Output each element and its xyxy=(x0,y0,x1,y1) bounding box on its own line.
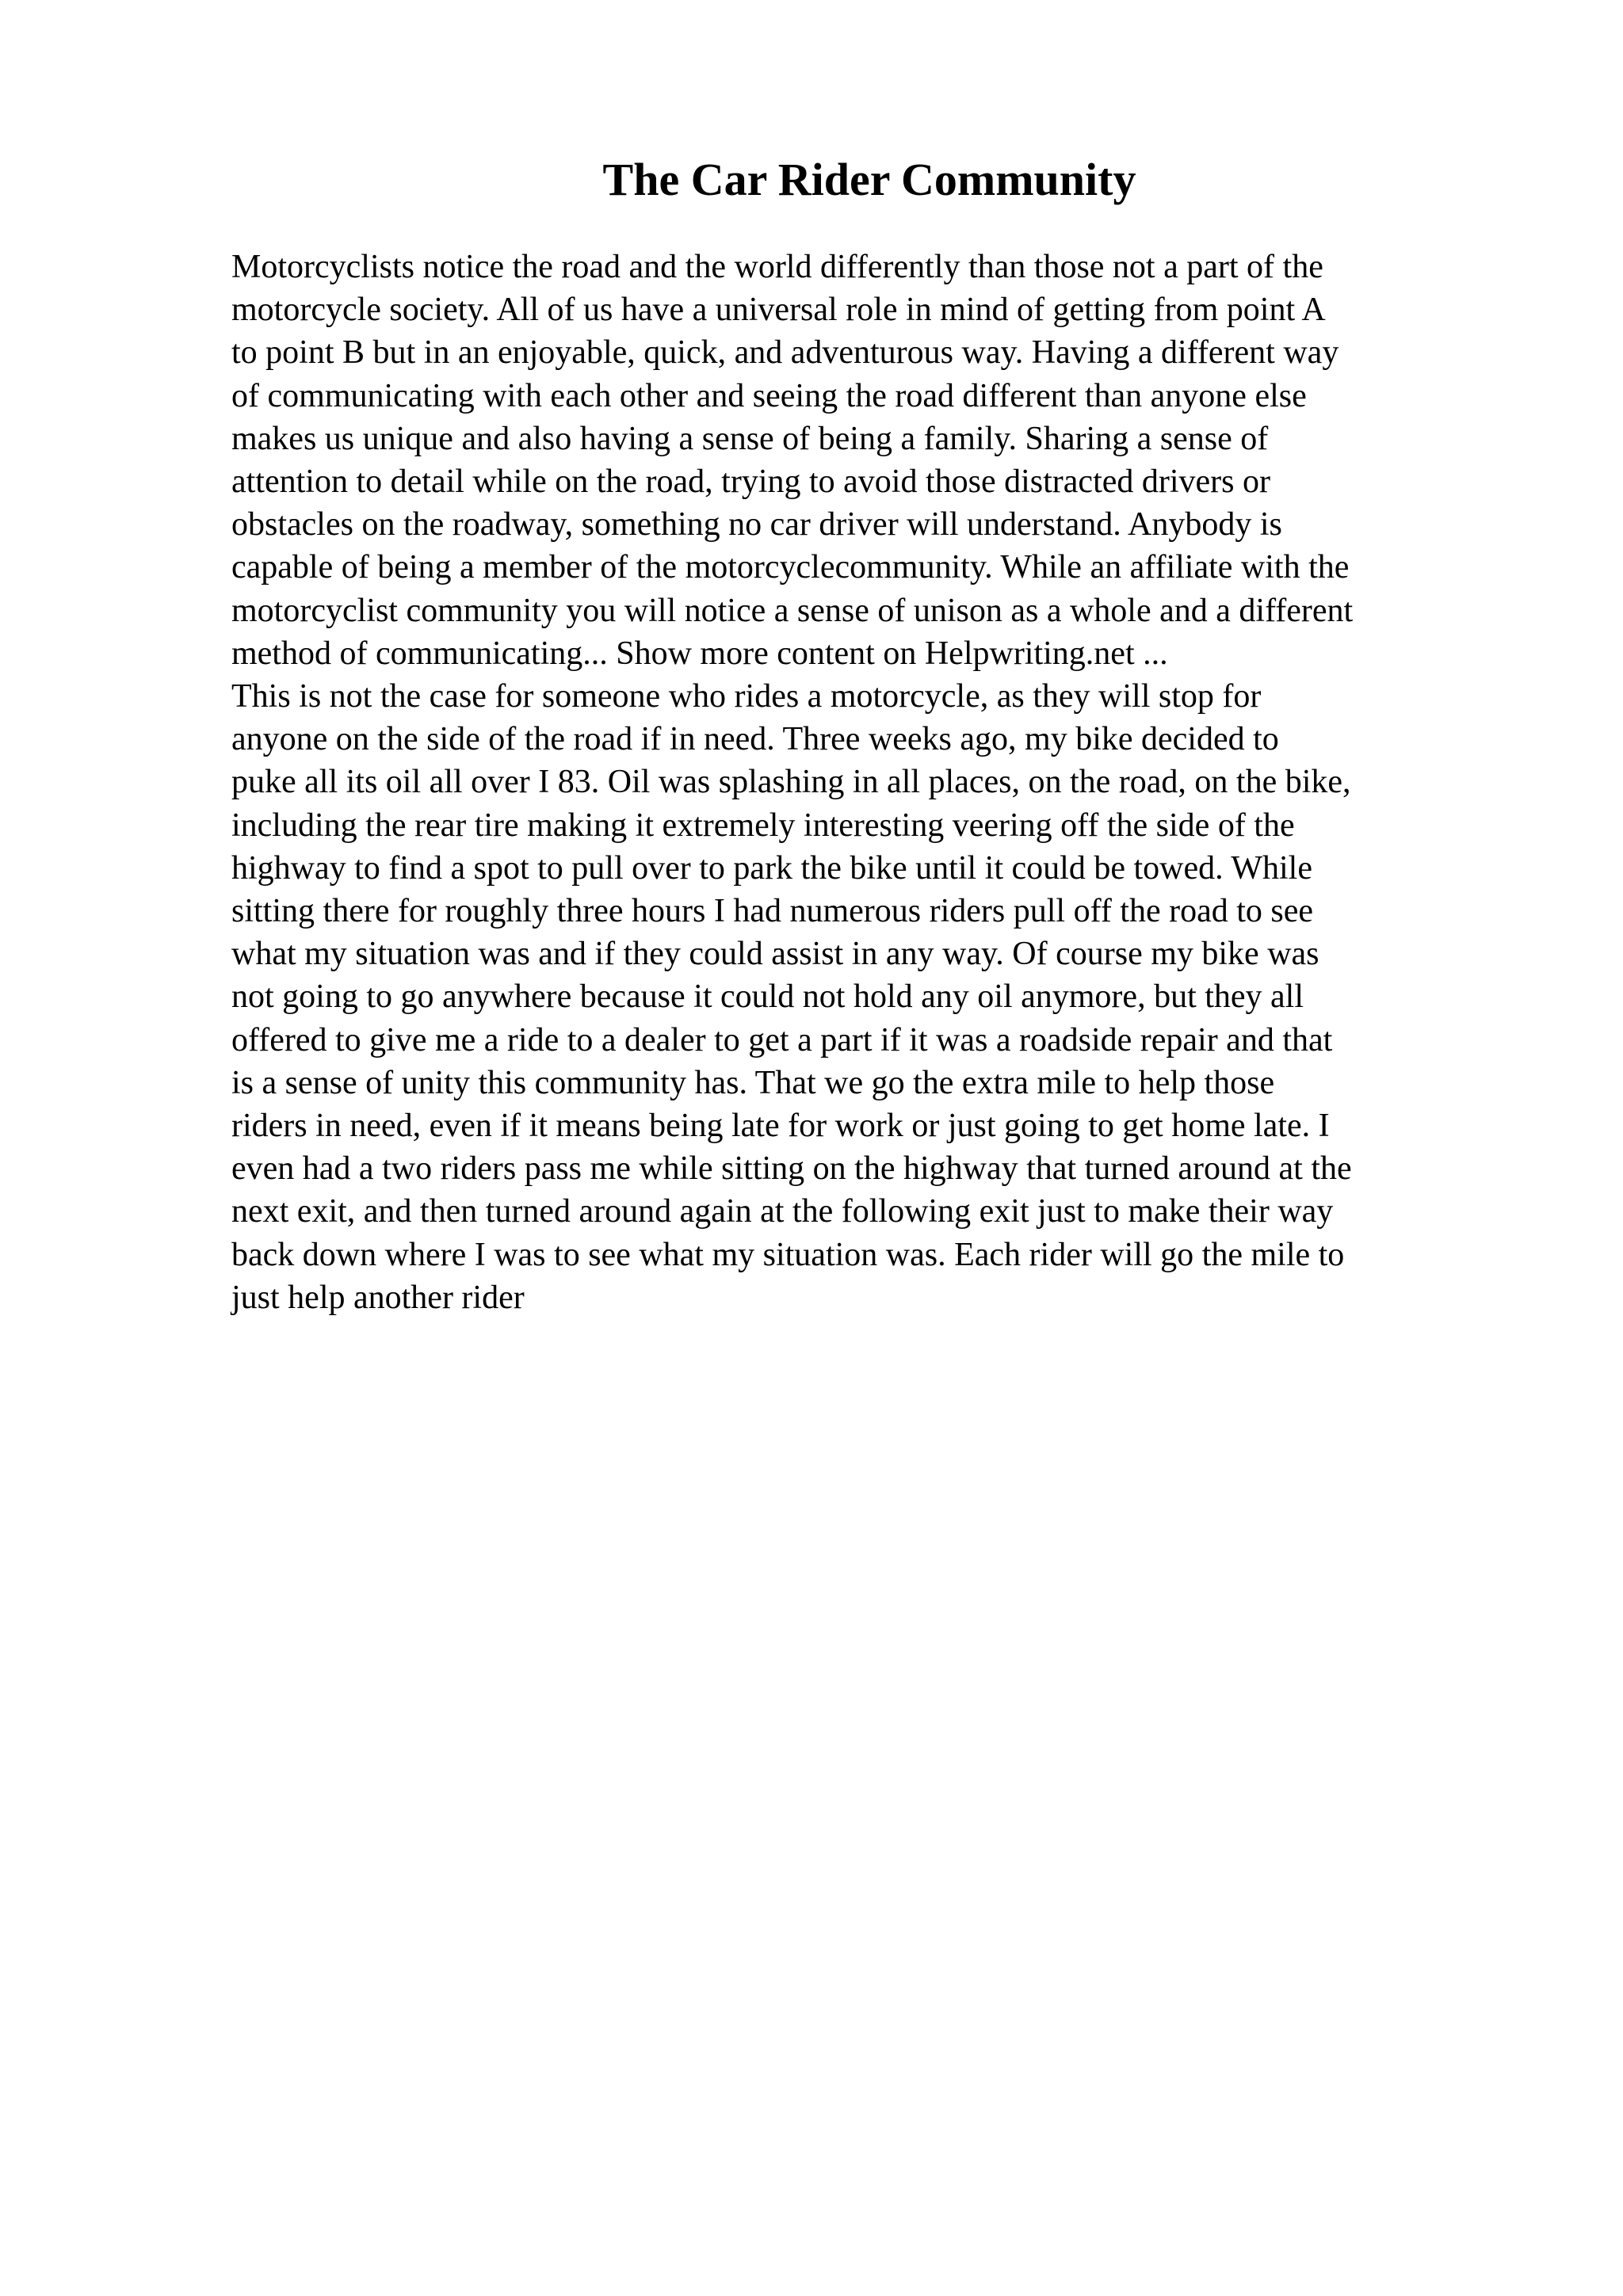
document-title: The Car Rider Community xyxy=(602,154,1136,205)
body-line: This is not the case for someone who rides a motorcycle, as they will stop for xyxy=(231,678,1262,715)
body-line: next exit, and then turned around again at the following exit just to make their way xyxy=(231,1193,1334,1230)
body-line: motorcyclist community you will notice a sense of unison as a whole and a different xyxy=(231,592,1354,629)
body-line: including the rear tire making it extremely interesting veering off the side of the xyxy=(231,807,1295,844)
body-line: even had a two riders pass me while sitting on the highway that turned around at the xyxy=(231,1150,1352,1188)
body-line: back down where I was to see what my situation was. Each rider will go the mile to xyxy=(231,1236,1345,1273)
body-line: just help another rider xyxy=(231,1279,525,1316)
body-line: highway to find a spot to pull over to park the bike until it could be towed. While xyxy=(231,849,1312,887)
body-line: motorcycle society. All of us have a universal role in mind of getting from point A xyxy=(231,292,1326,329)
body-line: sitting there for roughly three hours I had numerous riders pull off the road to see xyxy=(231,893,1314,930)
body-line: what my situation was and if they could assist in any way. Of course my bike was xyxy=(231,936,1319,973)
body-line: anyone on the side of the road if in need. Three weeks ago, my bike decided to xyxy=(231,721,1279,758)
body-line: capable of being a member of the motorcyclecommunity. While an affiliate with the xyxy=(231,549,1350,586)
body-line: method of communicating... Show more content on Helpwriting.net ... xyxy=(231,635,1168,672)
body-line: offered to give me a ride to a dealer to get a part if it was a roadside repair and that xyxy=(231,1021,1333,1058)
body-line: Motorcyclists notice the road and the world differently than those not a part of the xyxy=(231,249,1323,285)
document-body xyxy=(231,246,1499,1319)
body-line: to point B but in an enjoyable, quick, and adventurous way. Having a different way xyxy=(231,334,1339,372)
body-line: not going to go anywhere because it could not hold any oil anymore, but they all xyxy=(231,978,1304,1016)
body-line: obstacles on the roadway, something no car driver will understand. Anybody is xyxy=(231,506,1282,543)
body-line: attention to detail while on the road, trying to avoid those distracted drivers or xyxy=(231,463,1271,501)
body-line: is a sense of unity this community has. That we go the extra mile to help those xyxy=(231,1064,1275,1101)
body-line: of communicating with each other and seeing the road different than anyone else xyxy=(231,377,1307,414)
body-line: puke all its oil all over I 83. Oil was splashing in all places, on the road, on the bike, xyxy=(231,764,1351,801)
body-line: riders in need, even if it means being late for work or just going to get home late. I xyxy=(231,1108,1330,1145)
body-line: makes us unique and also having a sense of being a family. Sharing a sense of xyxy=(231,420,1269,457)
